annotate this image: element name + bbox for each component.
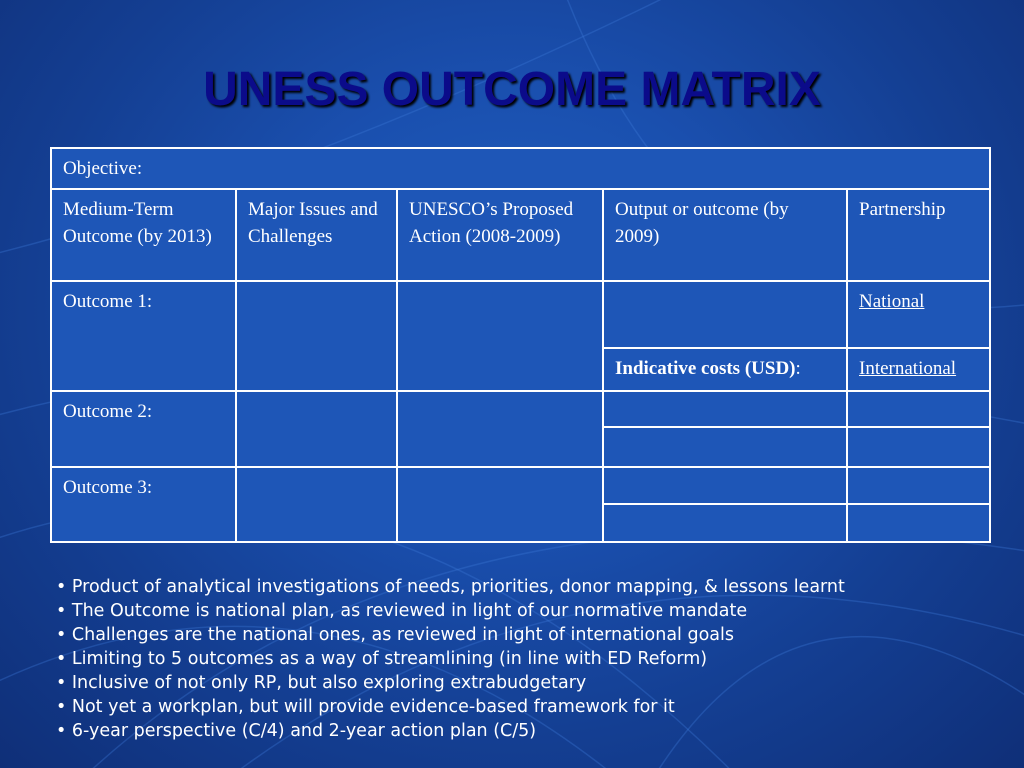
- header-output-outcome: Output or outcome (by 2009): [604, 190, 846, 280]
- header-partnership: Partnership: [848, 190, 989, 280]
- outcome-2-output-cell-b: [604, 428, 846, 466]
- outcome-3-output-cell-b: [604, 505, 846, 541]
- bullet-item: • Inclusive of not only RP, but also exploring extrabudgetary: [56, 673, 587, 693]
- bullet-item: • The Outcome is national plan, as reviewed in light of our normative mandate: [56, 601, 748, 621]
- slide-title: UNESS OUTCOME MATRIX: [203, 63, 821, 116]
- partnership-international-link[interactable]: International: [859, 358, 957, 379]
- bullet-item: • Product of analytical investigations of needs, priorities, donor mapping, & lessons learnt: [56, 577, 845, 597]
- outcome-1-cell: Outcome 1:: [52, 282, 235, 390]
- header-proposed-action: UNESCO’s Proposed Action (2008-2009): [398, 190, 602, 280]
- outcome-3-action-cell: [398, 468, 602, 541]
- outcome-3-cell: Outcome 3:: [52, 468, 235, 541]
- outcome-2-action-cell: [398, 392, 602, 466]
- outcome-1-output-cell: [604, 282, 846, 347]
- bullet-item: • Not yet a workplan, but will provide evidence-based framework for it: [56, 697, 675, 717]
- outcome-2-cell: Outcome 2:: [52, 392, 235, 466]
- outcome-2-partnership-cell-a: [848, 392, 989, 426]
- outcome-3-issues-cell: [237, 468, 396, 541]
- outcome-2-issues-cell: [237, 392, 396, 466]
- outcome-1-issues-cell: [237, 282, 396, 390]
- outcome-1-row-a: [52, 282, 989, 347]
- outcome-1-action-cell: [398, 282, 602, 390]
- partnership-national-cell: [848, 282, 989, 347]
- partnership-national-link[interactable]: National: [859, 291, 925, 312]
- header-major-issues: Major Issues and Challenges: [237, 190, 396, 280]
- outcome-3-row-a: [52, 468, 989, 503]
- objective-row: [52, 149, 989, 188]
- header-row: [52, 190, 989, 280]
- bullet-item: • Challenges are the national ones, as reviewed in light of international goals: [56, 625, 734, 645]
- notes-bullet-list: [56, 575, 1006, 743]
- partnership-international-cell: [848, 349, 989, 390]
- outcome-2-row-a: [52, 392, 989, 426]
- outcome-2-partnership-cell-b: [848, 428, 989, 466]
- outcome-3-partnership-cell-a: [848, 468, 989, 503]
- indicative-costs-label: Indicative costs (USD): [615, 358, 796, 379]
- header-medium-term-outcome: Medium-Term Outcome (by 2013): [52, 190, 235, 280]
- bullet-item: • 6-year perspective (C/4) and 2-year action plan (C/5): [56, 721, 537, 741]
- objective-cell: Objective:: [52, 149, 989, 188]
- outcome-3-partnership-cell-b: [848, 505, 989, 541]
- bullet-item: • Limiting to 5 outcomes as a way of streamlining (in line with ED Reform): [56, 649, 708, 669]
- indicative-costs-suffix: :: [795, 358, 801, 379]
- outcome-3-output-cell-a: [604, 468, 846, 503]
- indicative-costs-cell: [604, 349, 846, 390]
- outcome-2-output-cell-a: [604, 392, 846, 426]
- outcome-matrix-table: [50, 147, 991, 543]
